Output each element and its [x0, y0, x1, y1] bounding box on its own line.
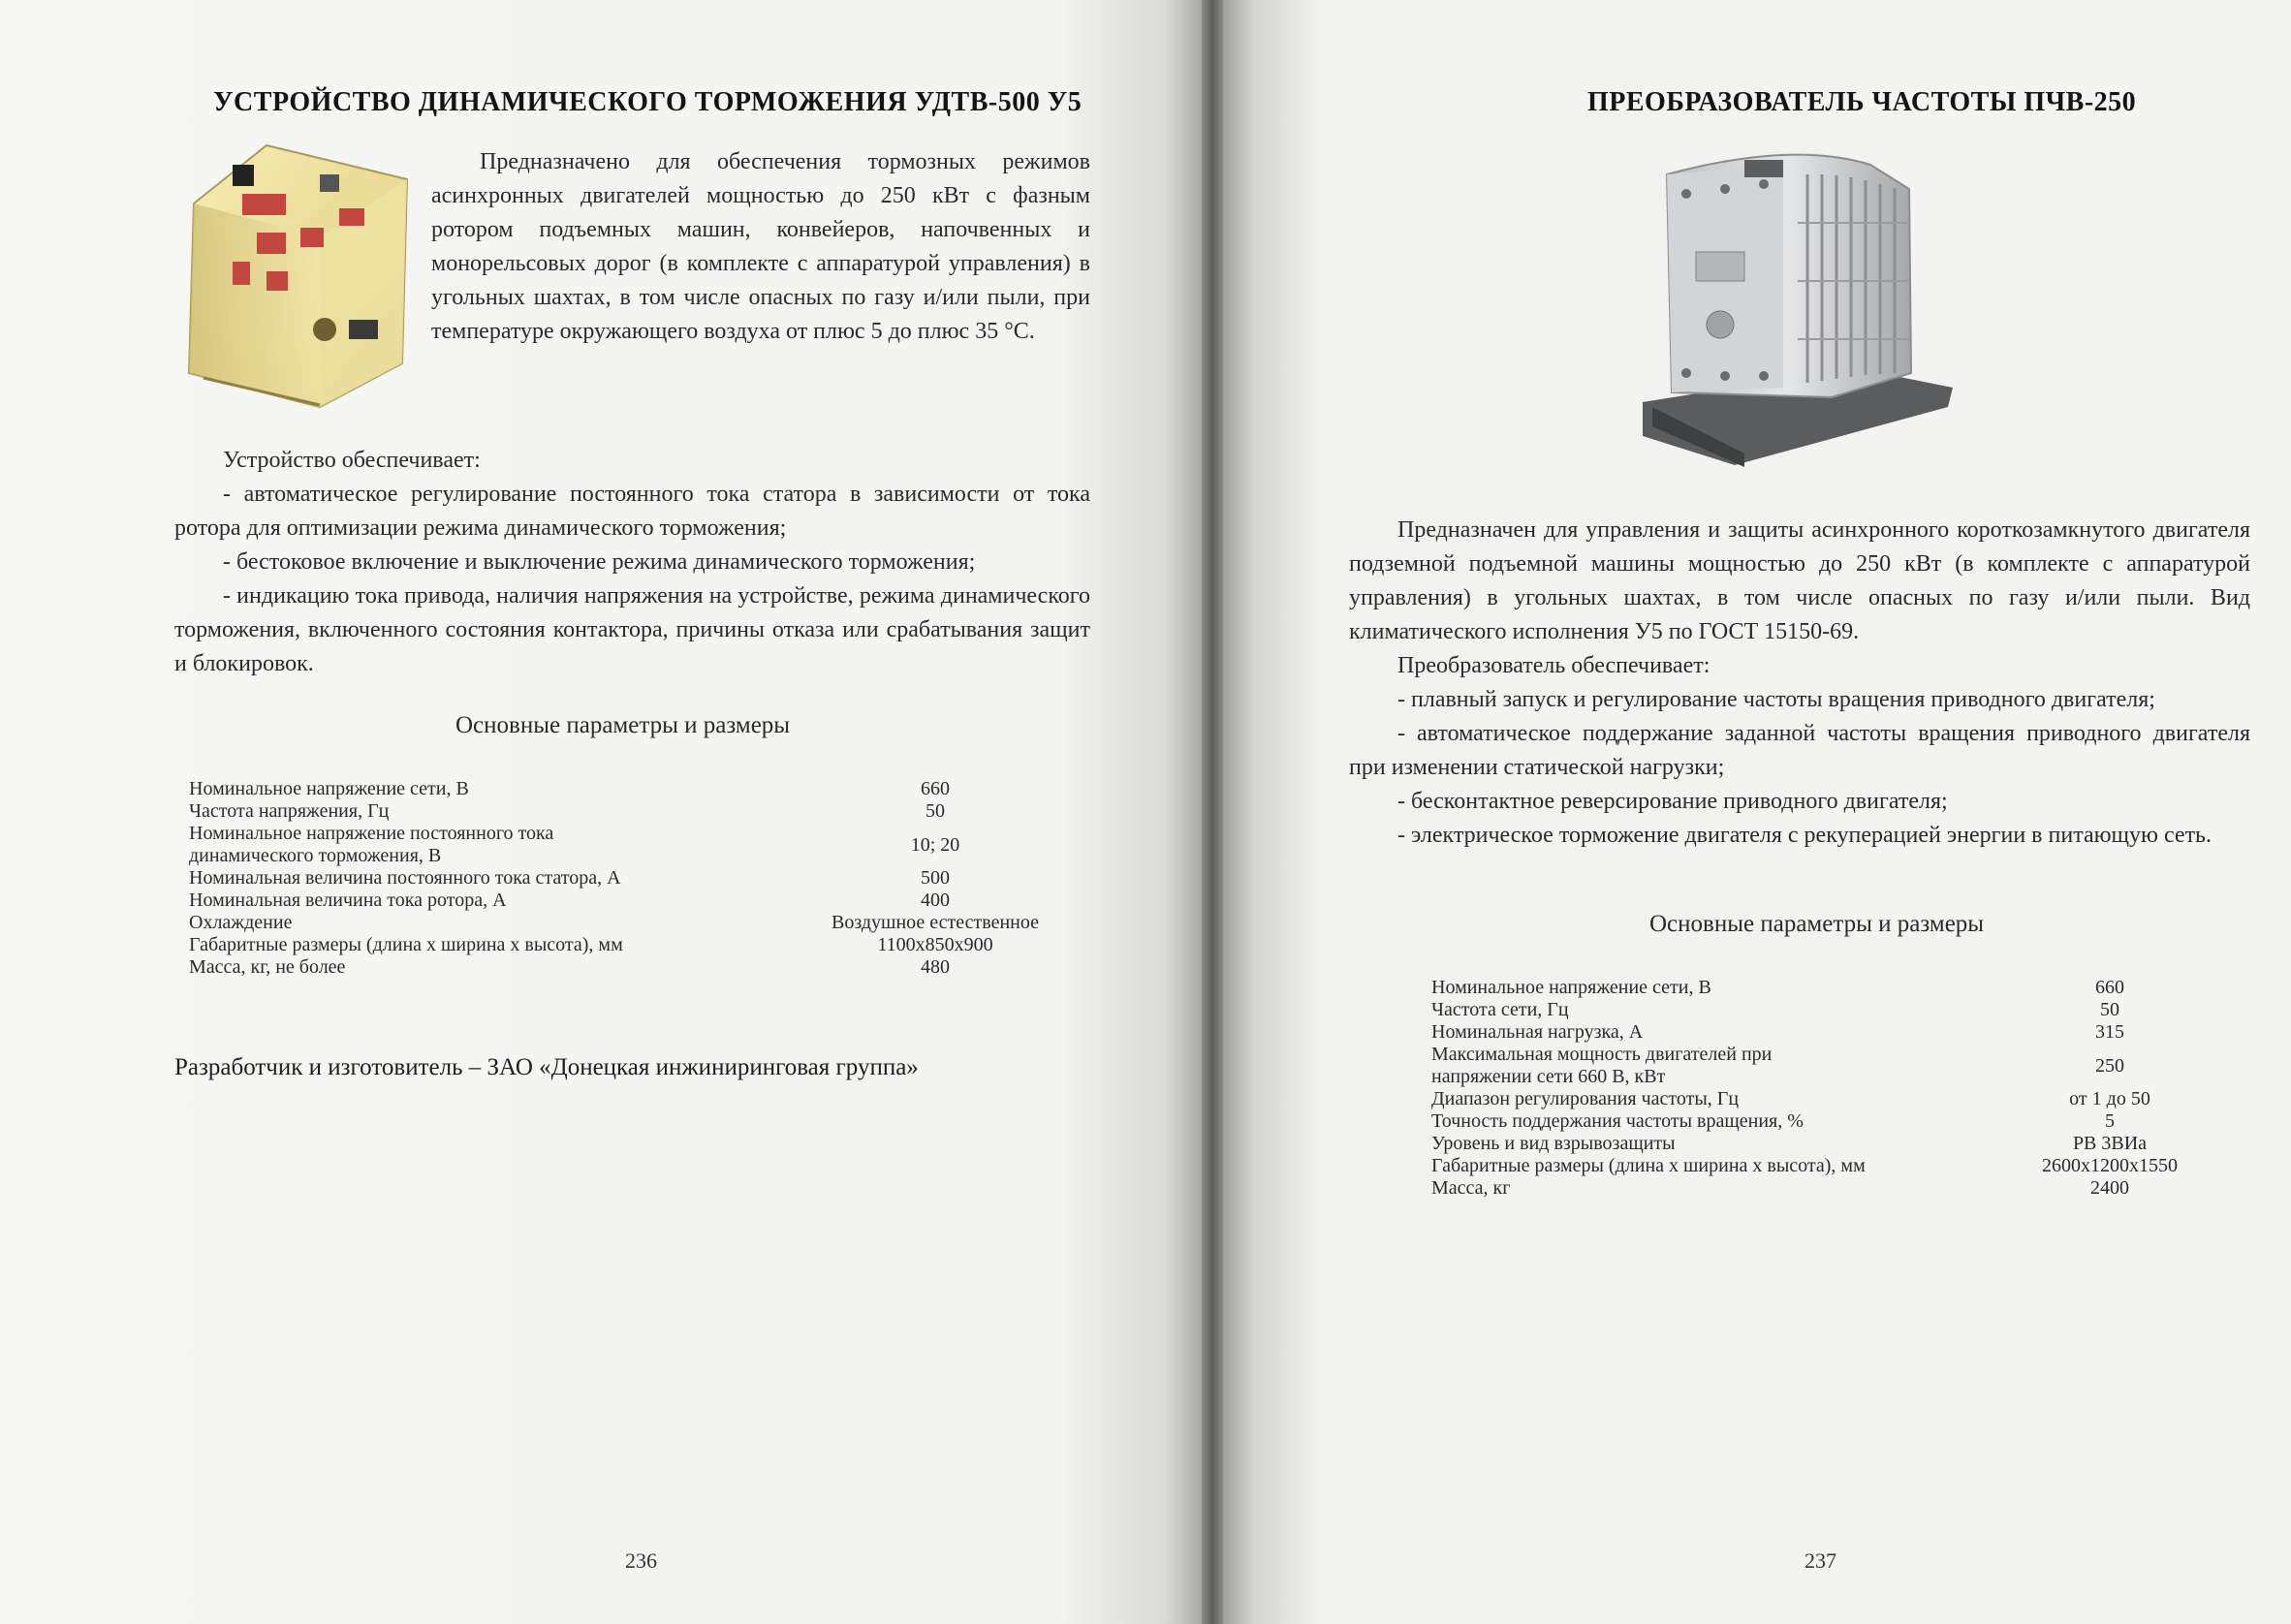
param-label: Номинальное напряжение сети, В	[189, 778, 469, 799]
right-provides-item: - бесконтактное реверсирование приводного двигателя;	[1397, 789, 1948, 814]
param-value: РВ 3ВИа	[2072, 1133, 2148, 1154]
table-row	[1431, 1177, 2226, 1200]
param-value: от 1 до 50	[2069, 1088, 2150, 1109]
table-row	[1431, 1155, 2226, 1177]
right-provides-item: - плавный запуск и регулирование частоты вращения приводного двигателя;	[1397, 687, 2155, 712]
param-value: 2600х1200х1550	[2042, 1155, 2178, 1176]
table-row	[1431, 1044, 2226, 1088]
right-intro-text: Предназначен для управления и защиты асинхронного короткозамкнутого двигателя подземной подъемной машины мощностью до 250 кВт (в комплекте с аппаратурой управления) в угольных шахтах, в том числе опасных по газу и/или пыли. Вид климатического исполнения У5 по ГОСТ 15150-69.	[1349, 517, 2250, 644]
right-params-heading: Основные параметры и размеры	[1649, 911, 1985, 937]
table-row	[1431, 999, 2226, 1021]
right-params-table	[1431, 977, 2226, 1200]
param-label: Номинальное напряжение постоянного тока динамического торможения, В	[189, 823, 554, 866]
left-provides-item: - бестоковое включение и выключение режима динамического торможения;	[223, 549, 976, 575]
param-value: 10; 20	[910, 833, 960, 856]
left-intro-text: Предназначено для обеспечения тормозных режимов асинхронных двигателей мощностью до 250 кВт с фазным ротором подъемных машин, конвейеров, напочвенных и монорельсовых дорог (в комплекте с аппаратурой управления) в угольных шахтах, в том числе опасных по газу и/или пыли, при температуре окружающего воздуха от плюс 5 до плюс 35 °С.	[431, 149, 1090, 344]
table-row	[1431, 977, 2226, 999]
param-label: Габаритные размеры (длина х ширина х высота), мм	[189, 934, 623, 955]
table-row	[189, 867, 1081, 890]
left-provides-heading: Устройство обеспечивает:	[223, 448, 481, 473]
table-row	[189, 778, 1081, 800]
right-page-title: ПРЕОБРАЗОВАТЕЛЬ ЧАСТОТЫ ПЧВ-250	[1587, 87, 2137, 117]
book-gutter	[1202, 0, 1223, 1624]
left-params-table	[189, 778, 1081, 979]
table-row	[189, 823, 1081, 867]
param-value: 660	[2095, 977, 2124, 998]
left-params-heading: Основные параметры и размеры	[455, 712, 791, 738]
param-label: Диапазон регулирования частоты, Гц	[1431, 1088, 1740, 1109]
param-value: 50	[926, 800, 945, 822]
param-value: 480	[921, 956, 950, 978]
pchv-device-photo	[1628, 145, 1958, 475]
param-label: Частота сети, Гц	[1431, 999, 1569, 1020]
table-row	[189, 956, 1081, 979]
right-provides-item: - электрическое торможение двигателя с рекуперацией энергии в питающую сеть.	[1397, 823, 2212, 848]
table-row	[189, 890, 1081, 912]
param-label: Номинальная величина постоянного тока статора, А	[189, 867, 621, 889]
table-row	[189, 934, 1081, 956]
left-intro	[431, 145, 1090, 349]
param-label: Габаритные размеры (длина х ширина х высота), мм	[1431, 1155, 1866, 1176]
table-row	[1431, 1088, 2226, 1110]
page-number-right: 237	[1805, 1548, 1836, 1573]
param-label: Частота напряжения, Гц	[189, 800, 390, 822]
param-value: 500	[921, 867, 950, 889]
developer-line: Разработчик и изготовитель – ЗАО «Донецкая инжиниринговая группа»	[174, 1054, 919, 1080]
param-value: 1100х850х900	[877, 934, 993, 955]
right-provides-heading: Преобразователь обеспечивает:	[1397, 653, 1710, 678]
param-label: Номинальное напряжение сети, В	[1431, 977, 1711, 998]
param-value: 50	[2100, 999, 2119, 1020]
left-provides-item: - индикацию тока привода, наличия напряжения на устройстве, режима динамического торможения, включенного состояния контактора, причины отказа или срабатывания защит и блокировок.	[174, 583, 1090, 676]
udtv-device-photo	[174, 136, 417, 412]
table-row	[189, 912, 1081, 934]
left-provides-block	[174, 444, 1090, 681]
param-label: Максимальная мощность двигателей при напряжении сети 660 В, кВт	[1431, 1044, 1773, 1087]
right-intro-block	[1349, 514, 2250, 853]
param-label: Уровень и вид взрывозащиты	[1431, 1133, 1676, 1154]
table-row	[1431, 1110, 2226, 1133]
left-page-title: УСТРОЙСТВО ДИНАМИЧЕСКОГО ТОРМОЖЕНИЯ УДТВ-500 У5	[213, 87, 1083, 117]
param-value: Воздушное естественное	[832, 912, 1039, 933]
param-label: Масса, кг, не более	[189, 956, 346, 978]
right-page	[1223, 0, 2291, 1624]
left-provides-item: - автоматическое регулирование постоянного тока статора в зависимости от тока ротора для оптимизации режима динамического торможения;	[174, 482, 1090, 541]
param-value: 315	[2095, 1021, 2124, 1043]
param-label: Номинальная величина тока ротора, А	[189, 890, 507, 911]
param-label: Масса, кг	[1431, 1177, 1511, 1199]
param-value: 2400	[2090, 1177, 2129, 1199]
table-row	[189, 800, 1081, 823]
param-value: 660	[921, 778, 950, 799]
param-value: 250	[2095, 1054, 2124, 1077]
param-value: 5	[2105, 1110, 2115, 1132]
page-number-left: 236	[625, 1548, 657, 1573]
right-provides-item: - автоматическое поддержание заданной частоты вращения приводного двигателя при изменении статической нагрузки;	[1349, 721, 2250, 780]
param-label: Охлаждение	[189, 912, 293, 933]
table-row	[1431, 1133, 2226, 1155]
param-label: Номинальная нагрузка, А	[1431, 1021, 1644, 1043]
table-row	[1431, 1021, 2226, 1044]
param-label: Точность поддержания частоты вращения, %	[1431, 1110, 1804, 1132]
param-value: 400	[921, 890, 950, 911]
